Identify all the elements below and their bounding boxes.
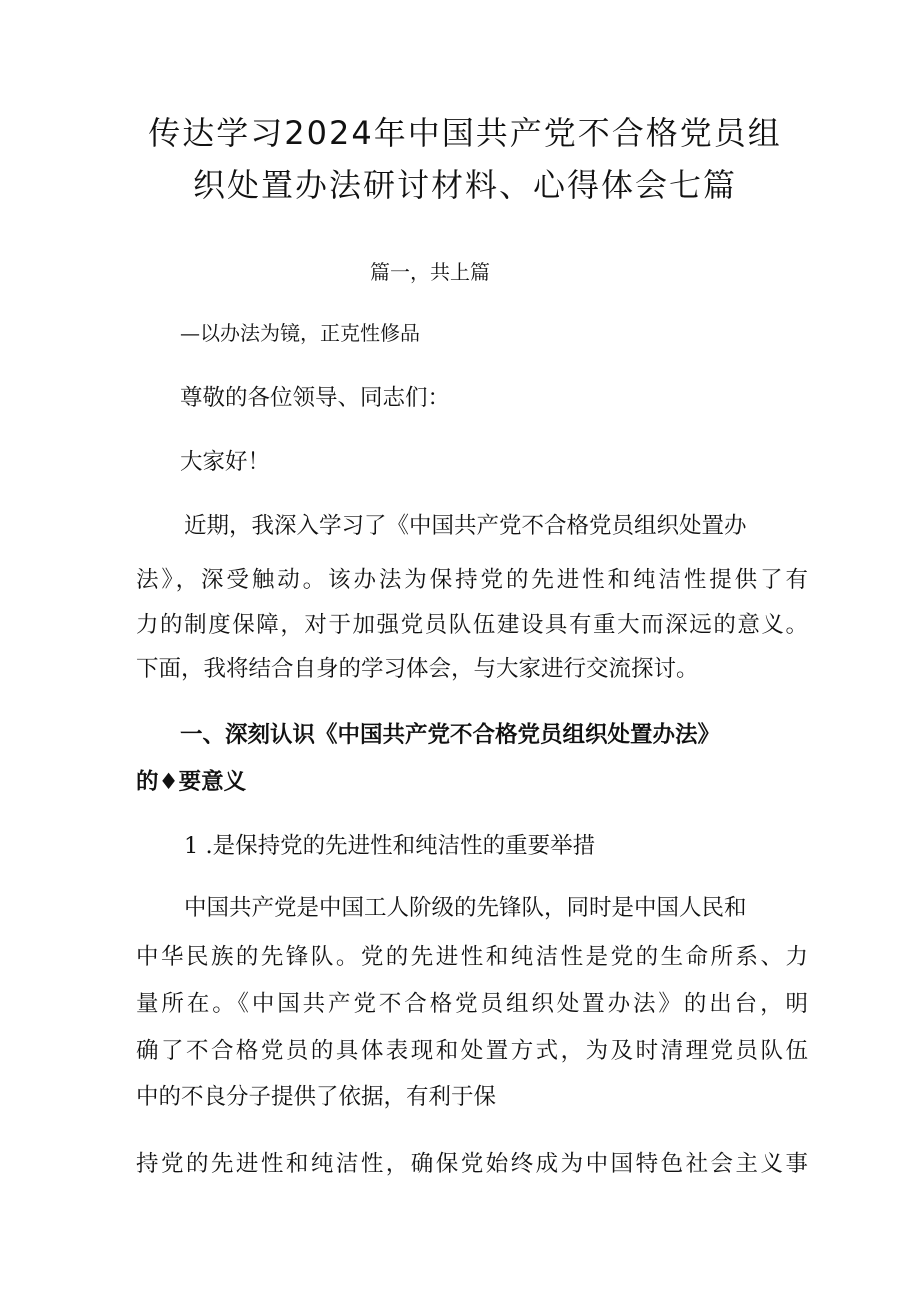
heading-1-line-2: 的♦要意义 bbox=[136, 769, 247, 795]
para-1-line-4: 确了不合格党员的具体表现和处置方式，为及时清理党员队伍 bbox=[136, 1038, 808, 1064]
subheading-1: 1 .是保持党的先进性和纯洁性的重要举措 bbox=[184, 833, 596, 859]
section-label: 篇一，共上篇 bbox=[370, 260, 490, 284]
heading-1-line-1: 一、深刻认识《中国共产党不合格党员组织处置办法》 bbox=[180, 722, 721, 748]
intro-line-4: 下面，我将结合自身的学习体会，与大家进行交流探讨。 bbox=[136, 656, 699, 682]
para-1-line-5: 中的不良分子提供了依据，有利于保 bbox=[136, 1084, 497, 1110]
document-title-line-2: 织处置办法研讨材料、心得体会七篇 bbox=[192, 166, 737, 204]
intro-line-2: 法》，深受触动。该办法为保持党的先进性和纯洁性提供了有 bbox=[136, 567, 808, 593]
intro-line-1: 近期，我深入学习了《中国共产党不合格党员组织处置办 bbox=[184, 513, 747, 539]
intro-line-3: 力的制度保障，对于加强党员队伍建设具有重大而深远的意义。 bbox=[136, 612, 808, 638]
para-2-line-1: 持党的先进性和纯洁性，确保党始终成为中国特色社会主义事 bbox=[136, 1151, 808, 1177]
para-1-line-1: 中国共产党是中国工人阶级的先锋队，同时是中国人民和 bbox=[184, 895, 747, 921]
salutation: 尊敬的各位领导、同志们： bbox=[180, 385, 451, 411]
document-title-line-1: 传达学习2024年中国共产党不合格党员组 bbox=[148, 114, 782, 152]
para-1-line-2: 中华民族的先锋队。党的先进性和纯洁性是党的生命所系、力 bbox=[136, 944, 808, 970]
greeting: 大家好！ bbox=[180, 449, 271, 475]
para-1-line-3: 量所在。《中国共产党不合格党员组织处置办法》的出台，明 bbox=[136, 991, 808, 1017]
subtitle: —以办法为镜，正克性修品 bbox=[180, 321, 420, 345]
